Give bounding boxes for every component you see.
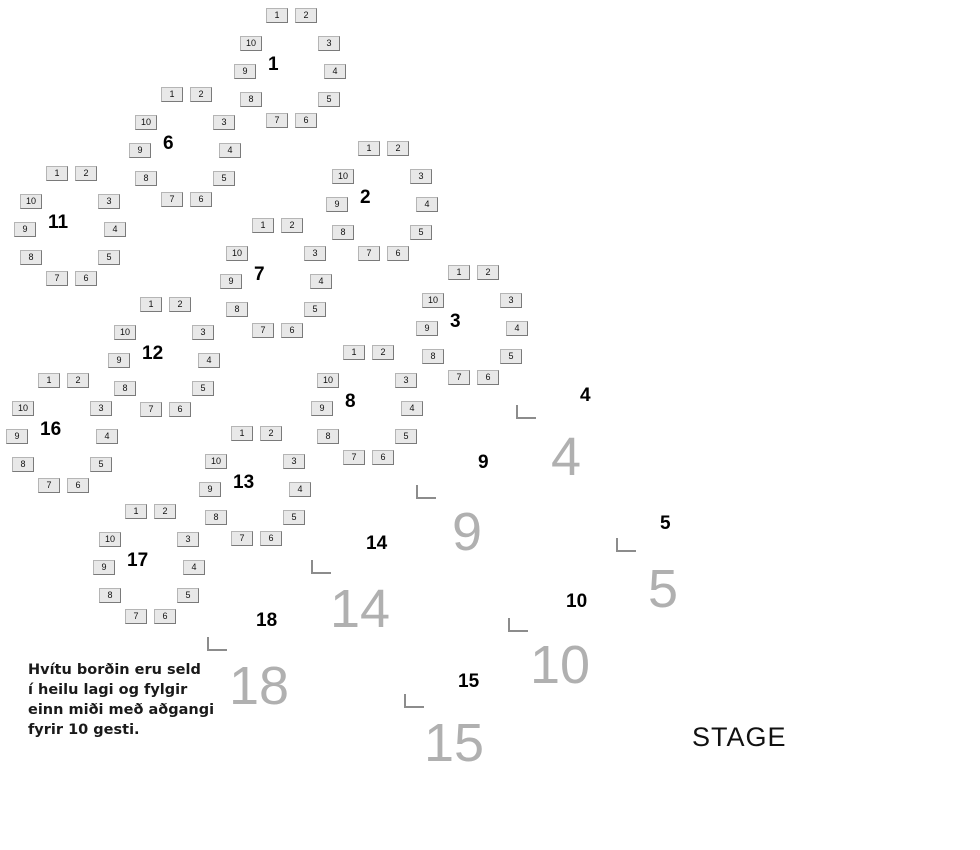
legend-note — [28, 660, 238, 740]
seat[interactable]: 4 — [324, 64, 346, 79]
seat[interactable]: 10 — [240, 36, 262, 51]
seat[interactable]: 7 — [125, 609, 147, 624]
seat[interactable]: 8 — [99, 588, 121, 603]
table-number-label: 1 — [268, 54, 279, 75]
seat[interactable]: 6 — [169, 402, 191, 417]
seat[interactable]: 5 — [500, 349, 522, 364]
seat[interactable]: 7 — [46, 271, 68, 286]
table-number-label: 17 — [127, 550, 149, 571]
seat[interactable]: 6 — [190, 192, 212, 207]
table-number-label: 15 — [458, 671, 480, 692]
seat[interactable]: 6 — [372, 450, 394, 465]
seat[interactable]: 1 — [266, 8, 288, 23]
seat[interactable]: 8 — [332, 225, 354, 240]
seat[interactable]: 2 — [190, 87, 212, 102]
seat[interactable]: 7 — [38, 478, 60, 493]
table-number-label: 10 — [566, 591, 588, 612]
table-corner-marker — [207, 637, 227, 651]
seat[interactable]: 4 — [183, 560, 205, 575]
seat[interactable]: 1 — [448, 265, 470, 280]
legend-note-line: fyrir 10 gesti. — [28, 722, 140, 738]
seat[interactable]: 7 — [231, 531, 253, 546]
seat[interactable]: 5 — [283, 510, 305, 525]
table-number-watermark: 10 — [530, 635, 591, 695]
seat[interactable]: 9 — [311, 401, 333, 416]
stage-label: STAGE — [692, 722, 787, 752]
seat[interactable]: 3 — [500, 293, 522, 308]
table-number-label: 11 — [48, 212, 69, 233]
seat[interactable]: 9 — [220, 274, 242, 289]
seat[interactable]: 2 — [67, 373, 89, 388]
seat[interactable]: 2 — [295, 8, 317, 23]
seat[interactable]: 10 — [332, 169, 354, 184]
seat[interactable]: 8 — [226, 302, 248, 317]
seat[interactable]: 2 — [154, 504, 176, 519]
seat[interactable]: 6 — [477, 370, 499, 385]
table-number-watermark: 4 — [551, 427, 582, 487]
seat[interactable]: 9 — [14, 222, 36, 237]
seat[interactable]: 1 — [231, 426, 253, 441]
table-number-label: 18 — [256, 610, 278, 631]
table-number-label: 13 — [233, 472, 255, 493]
seat[interactable]: 5 — [98, 250, 120, 265]
seat[interactable]: 2 — [372, 345, 394, 360]
seat[interactable]: 7 — [161, 192, 183, 207]
seat[interactable]: 1 — [140, 297, 162, 312]
seat[interactable]: 7 — [266, 113, 288, 128]
seat[interactable]: 6 — [154, 609, 176, 624]
seat[interactable]: 9 — [93, 560, 115, 575]
table-corner-marker — [508, 618, 528, 632]
seat[interactable]: 8 — [205, 510, 227, 525]
seat[interactable]: 5 — [213, 171, 235, 186]
seat[interactable]: 2 — [260, 426, 282, 441]
seat[interactable]: 10 — [317, 373, 339, 388]
table-number-label: 14 — [366, 533, 388, 554]
seat[interactable]: 6 — [387, 246, 409, 261]
table-number-label: 3 — [450, 311, 461, 332]
seat[interactable]: 3 — [213, 115, 235, 130]
seat[interactable]: 7 — [343, 450, 365, 465]
seat[interactable]: 9 — [108, 353, 130, 368]
table-number-watermark: 15 — [424, 713, 485, 773]
seat[interactable]: 7 — [448, 370, 470, 385]
seat[interactable]: 1 — [252, 218, 274, 233]
seat[interactable]: 10 — [12, 401, 34, 416]
seat[interactable]: 3 — [90, 401, 112, 416]
seat[interactable]: 6 — [281, 323, 303, 338]
table-corner-marker — [616, 538, 636, 552]
seat[interactable]: 7 — [252, 323, 274, 338]
seat[interactable]: 4 — [219, 143, 241, 158]
seat[interactable]: 1 — [161, 87, 183, 102]
seat[interactable]: 5 — [410, 225, 432, 240]
table-number-label: 5 — [660, 513, 671, 534]
seat[interactable]: 10 — [422, 293, 444, 308]
seat[interactable]: 3 — [318, 36, 340, 51]
seat[interactable]: 2 — [477, 265, 499, 280]
seat[interactable]: 5 — [90, 457, 112, 472]
seat[interactable]: 3 — [410, 169, 432, 184]
seat[interactable]: 9 — [199, 482, 221, 497]
table-number-label: 8 — [345, 391, 356, 412]
seat[interactable]: 1 — [358, 141, 380, 156]
table-number-label: 4 — [580, 385, 591, 406]
seat[interactable]: 6 — [295, 113, 317, 128]
table-corner-marker — [416, 485, 436, 499]
seat[interactable]: 8 — [12, 457, 34, 472]
seat[interactable]: 9 — [129, 143, 151, 158]
seat[interactable]: 6 — [75, 271, 97, 286]
seat[interactable]: 4 — [198, 353, 220, 368]
table-corner-marker — [516, 405, 536, 419]
seat[interactable]: 9 — [416, 321, 438, 336]
seat[interactable]: 5 — [304, 302, 326, 317]
seat[interactable]: 4 — [289, 482, 311, 497]
seat[interactable]: 10 — [114, 325, 136, 340]
seat[interactable]: 8 — [20, 250, 42, 265]
seat[interactable]: 4 — [96, 429, 118, 444]
seat[interactable]: 5 — [318, 92, 340, 107]
seat[interactable]: 3 — [304, 246, 326, 261]
seat[interactable]: 8 — [135, 171, 157, 186]
seat[interactable]: 3 — [395, 373, 417, 388]
table-number-label: 2 — [360, 187, 371, 208]
seat[interactable]: 1 — [38, 373, 60, 388]
seat[interactable]: 2 — [387, 141, 409, 156]
seat[interactable]: 8 — [422, 349, 444, 364]
table-number-label: 16 — [40, 419, 62, 440]
seat[interactable]: 10 — [226, 246, 248, 261]
seat[interactable]: 9 — [6, 429, 28, 444]
legend-note-line: í heilu lagi og fylgir — [28, 682, 188, 698]
seat[interactable]: 5 — [177, 588, 199, 603]
seat[interactable]: 4 — [506, 321, 528, 336]
seat[interactable]: 4 — [104, 222, 126, 237]
seat[interactable]: 4 — [416, 197, 438, 212]
table-number-watermark: 9 — [452, 502, 483, 562]
table-number-label: 9 — [478, 452, 489, 473]
seat[interactable]: 8 — [317, 429, 339, 444]
seat[interactable]: 1 — [125, 504, 147, 519]
seat[interactable]: 10 — [135, 115, 157, 130]
table-number-watermark: 5 — [648, 559, 679, 619]
seat[interactable]: 7 — [358, 246, 380, 261]
seat[interactable]: 3 — [98, 194, 120, 209]
seat[interactable]: 6 — [67, 478, 89, 493]
table-number-label: 7 — [254, 264, 265, 285]
seat[interactable]: 8 — [240, 92, 262, 107]
seat[interactable]: 7 — [140, 402, 162, 417]
seat[interactable]: 10 — [20, 194, 42, 209]
legend-note-line: Hvítu borðin eru seld — [28, 662, 201, 678]
seat[interactable]: 10 — [99, 532, 121, 547]
seat[interactable]: 4 — [401, 401, 423, 416]
seat[interactable]: 3 — [283, 454, 305, 469]
seat[interactable]: 4 — [310, 274, 332, 289]
table-corner-marker — [404, 694, 424, 708]
seat[interactable]: 9 — [326, 197, 348, 212]
seat[interactable]: 3 — [192, 325, 214, 340]
table-number-label: 12 — [142, 343, 164, 364]
seat[interactable]: 5 — [192, 381, 214, 396]
seat[interactable]: 2 — [75, 166, 97, 181]
table-number-watermark: 18 — [229, 656, 290, 716]
legend-note-line: einn miði með aðgangi — [28, 702, 215, 718]
seat[interactable]: 1 — [46, 166, 68, 181]
seat[interactable]: 5 — [395, 429, 417, 444]
table-number-watermark: 14 — [330, 579, 391, 639]
table-corner-marker — [311, 560, 331, 574]
seat[interactable]: 2 — [281, 218, 303, 233]
seat[interactable]: 10 — [205, 454, 227, 469]
seat[interactable]: 1 — [343, 345, 365, 360]
seat[interactable]: 3 — [177, 532, 199, 547]
seat[interactable]: 6 — [260, 531, 282, 546]
table-number-label: 6 — [163, 133, 174, 154]
seat[interactable]: 8 — [114, 381, 136, 396]
seat[interactable]: 9 — [234, 64, 256, 79]
seat[interactable]: 2 — [169, 297, 191, 312]
